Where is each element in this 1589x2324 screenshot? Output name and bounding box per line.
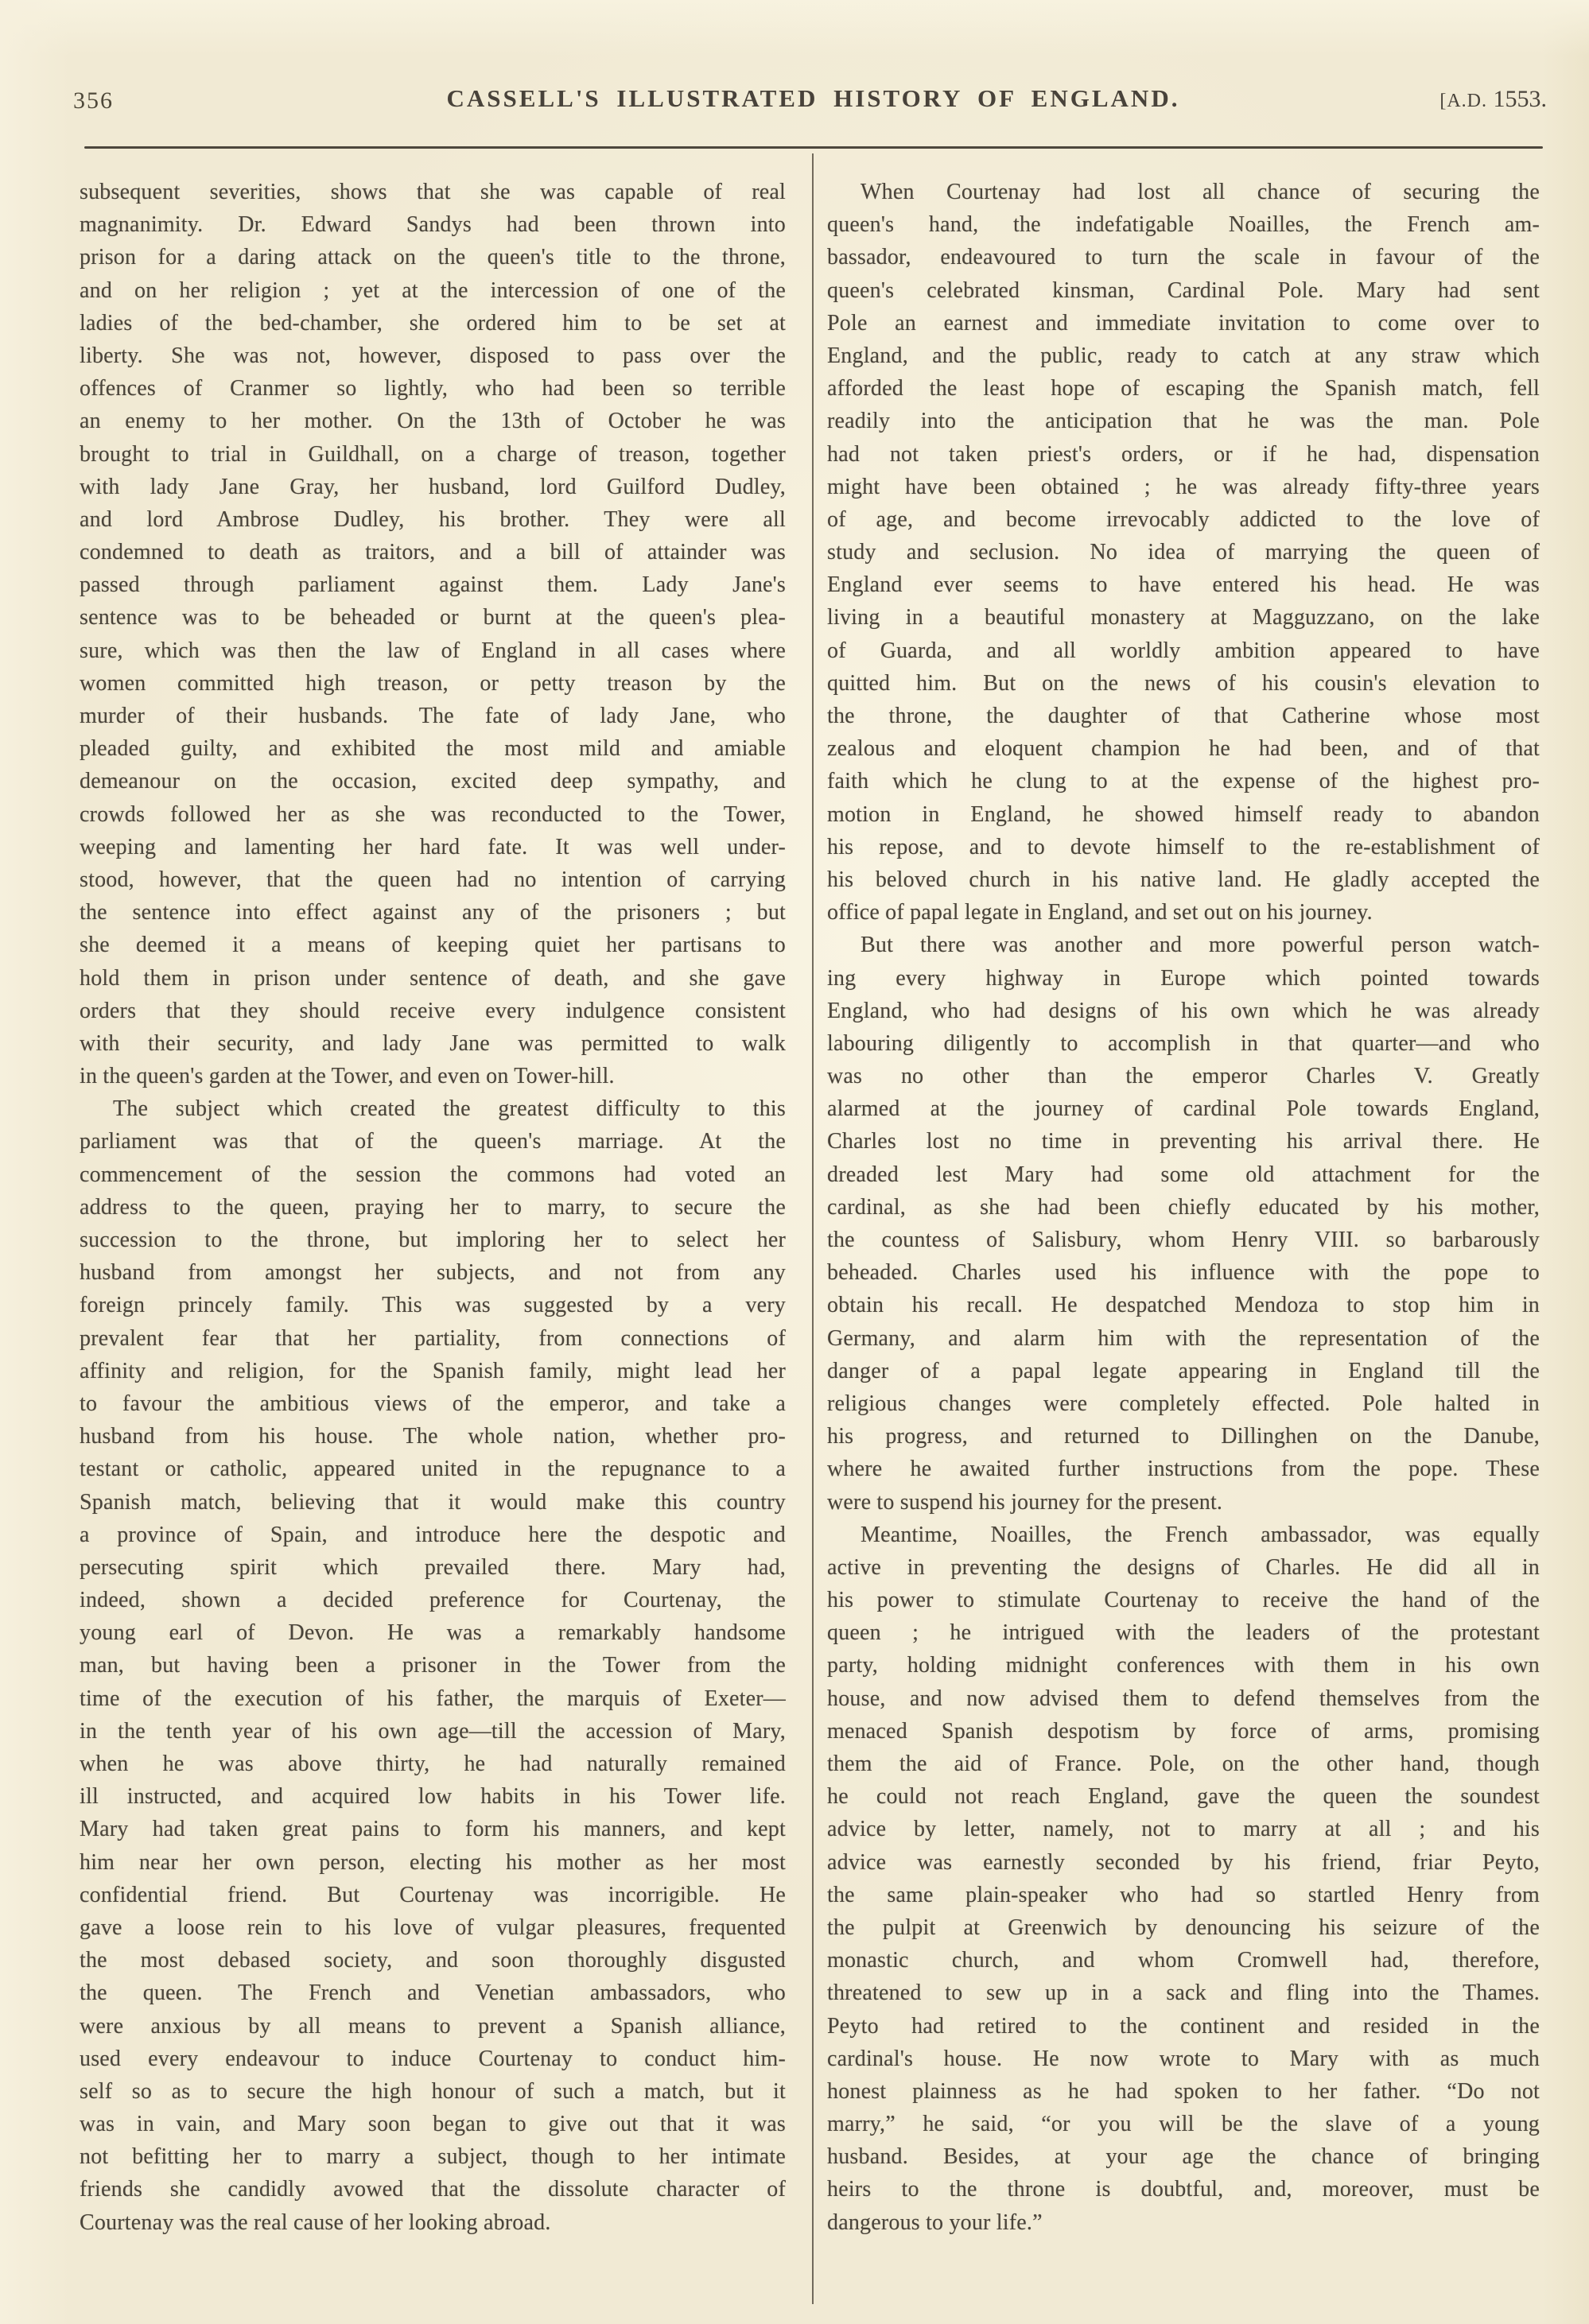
text-line: used every endeavour to induce Courtenay to conduct him- [80, 2046, 786, 2071]
text-line: sure, which was then the law of England in all cases where [80, 638, 786, 663]
header-date-prefix: [A.D. [1439, 91, 1487, 111]
text-line: ladies of the bed-chamber, she ordered him to be set at [80, 310, 786, 336]
text-line: motion in England, he showed himself ready to abandon [827, 801, 1540, 827]
text-line: Courtenay was the real cause of her looking abroad. [80, 2210, 551, 2235]
text-line: queen ; he intrigued with the leaders of the protestant [827, 1620, 1540, 1646]
text-line: the countess of Salisbury, whom Henry VIII. so barbarously [827, 1228, 1540, 1252]
text-line: subsequent severities, shows that she was capable of real [80, 180, 786, 204]
text-line: England, and the public, ready to catch at any straw which [827, 343, 1540, 368]
text-line: in the queen's garden at the Tower, and even on Tower-hill. [80, 1064, 615, 1089]
text-line: queen's celebrated kinsman, Cardinal Pole. Mary had sent [827, 277, 1540, 303]
text-line: she deemed it a means of keeping quiet her partisans to [80, 933, 786, 958]
column-divider [812, 153, 814, 2304]
text-line: magnanimity. Dr. Edward Sandys had been thrown into [80, 212, 786, 238]
text-line: not befitting her to marry a subject, though to her intimate [80, 2144, 786, 2170]
text-line: England ever seems to have entered his head. He was [827, 572, 1540, 598]
text-line: and on her religion ; yet at the intercession of one of the [80, 277, 786, 303]
header-date [1439, 86, 1547, 113]
text-line: where he awaited further instructions from the pope. These [827, 1457, 1540, 1482]
text-line: he could not reach England, gave the queen the soundest [827, 1784, 1540, 1810]
text-line: when he was above thirty, he had naturally remained [80, 1752, 786, 1776]
text-line: Meantime, Noailles, the French ambassador, was equally [861, 1522, 1540, 1547]
text-line: a province of Spain, and introduce here the despotic and [80, 1522, 786, 1547]
text-line: cardinal's house. He now wrote to Mary with as much [827, 2046, 1540, 2071]
text-line: commencement of the session the commons had voted an [80, 1162, 786, 1187]
text-line: Mary had taken great pains to form his manners, and kept [80, 1817, 786, 1842]
text-line: the pulpit at Greenwich by denouncing his seizure of the [827, 1915, 1540, 1940]
text-line: living in a beautiful monastery at Magguzzano, on the lake [827, 605, 1540, 630]
text-line: foreign princely family. This was suggested by a very [80, 1293, 786, 1318]
text-line: dangerous to your life.” [827, 2210, 1043, 2235]
text-line: liberty. She was not, however, disposed to pass over the [80, 343, 786, 368]
page-number: 356 [73, 87, 114, 114]
text-line: the most debased society, and soon thoroughly disgusted [80, 1948, 786, 1973]
text-line: The subject which created the greatest difficulty to this [113, 1096, 786, 1122]
header-date-year: 1553. [1493, 86, 1547, 112]
text-line: in the tenth year of his own age—till the accession of Mary, [80, 1718, 786, 1744]
text-line: crowds followed her as she was reconducted to the Tower, [80, 801, 786, 827]
text-line: husband. Besides, at your age the chance of bringing [827, 2144, 1540, 2170]
text-line: husband from his house. The whole nation, whether pro- [80, 1424, 786, 1449]
text-line: heirs to the throne is doubtful, and, moreover, must be [827, 2177, 1540, 2202]
text-line: him near her own person, electing his mother as her most [80, 1849, 786, 1875]
text-line: ill instructed, and acquired low habits in his Tower life. [80, 1784, 786, 1810]
text-line: cardinal, as she had been chiefly educated by his mother, [827, 1194, 1540, 1220]
text-line: the throne, the daughter of that Catherine whose most [827, 704, 1540, 728]
text-line: advice by letter, namely, not to marry at all ; and his [827, 1817, 1540, 1842]
text-line: friends she candidly avowed that the dissolute character of [80, 2177, 786, 2202]
text-line: had not taken priest's orders, or if he had, dispensation [827, 441, 1540, 467]
text-line: menaced Spanish despotism by force of arms, promising [827, 1718, 1540, 1744]
text-line: monastic church, and whom Cromwell had, therefore, [827, 1948, 1540, 1973]
text-line: passed through parliament against them. Lady Jane's [80, 572, 786, 598]
text-line: danger of a papal legate appearing in England till the [827, 1358, 1540, 1383]
text-line: was no other than the emperor Charles V. Greatly [827, 1064, 1540, 1089]
text-line: readily into the anticipation that he was the man. Pole [827, 409, 1540, 434]
text-line: prevalent fear that her partiality, from connections of [80, 1325, 786, 1351]
text-line: sentence was to be beheaded or burnt at the queen's plea- [80, 605, 786, 630]
text-line: the sentence into effect against any of the prisoners ; but [80, 900, 786, 925]
text-line: labouring diligently to accomplish in that quarter—and who [827, 1030, 1540, 1056]
text-line: zealous and eloquent champion he had been, and of that [827, 736, 1540, 762]
text-line: party, holding midnight conferences with them in his own [827, 1653, 1540, 1678]
text-line: the same plain-speaker who had so startled Henry from [827, 1882, 1540, 1907]
text-line: husband from amongst her subjects, and not from any [80, 1260, 786, 1286]
text-line: testant or catholic, appeared united in the repugnance to a [80, 1457, 786, 1482]
text-line: confidential friend. But Courtenay was incorrigible. He [80, 1882, 786, 1907]
text-line: When Courtenay had lost all chance of securing the [861, 180, 1540, 204]
text-line: hold them in prison under sentence of death, and she gave [80, 965, 786, 991]
text-line: gave a loose rein to his love of vulgar pleasures, frequented [80, 1915, 786, 1940]
text-line: the queen. The French and Venetian ambassadors, who [80, 1981, 786, 2006]
text-line: women committed high treason, or petty treason by the [80, 670, 786, 696]
text-line: was in vain, and Mary soon began to give out that it was [80, 2112, 786, 2137]
text-line: brought to trial in Guildhall, on a charge of treason, together [80, 441, 786, 467]
text-line: were to suspend his journey for the present. [827, 1489, 1223, 1515]
text-line: England, who had designs of his own which he was already [827, 998, 1540, 1023]
text-line: condemned to death as traitors, and a bill of attainder was [80, 540, 786, 565]
text-line: affinity and religion, for the Spanish family, might lead her [80, 1358, 786, 1383]
text-line: active in preventing the designs of Charles. He did all in [827, 1554, 1540, 1580]
text-line: indeed, shown a decided preference for Courtenay, the [80, 1588, 786, 1613]
text-line: Spanish match, believing that it would make this country [80, 1489, 786, 1515]
text-line: were anxious by all means to prevent a Spanish alliance, [80, 2013, 786, 2039]
text-line: with their security, and lady Jane was permitted to walk [80, 1030, 786, 1056]
text-line: parliament was that of the queen's marriage. At the [80, 1129, 786, 1154]
text-line: But there was another and more powerful person watch- [861, 933, 1540, 958]
text-line: offences of Cranmer so lightly, who had been so terrible [80, 376, 786, 402]
text-line: ing every highway in Europe which pointed towards [827, 965, 1540, 991]
text-line: might have been obtained ; he was already fifty-three years [827, 474, 1540, 499]
header-rule [84, 146, 1543, 149]
text-line: faith which he clung to at the expense of the highest pro- [827, 769, 1540, 794]
text-line: advice was earnestly seconded by his friend, friar Peyto, [827, 1849, 1540, 1875]
text-line: threatened to sew up in a sack and fling into the Thames. [827, 1981, 1540, 2006]
text-line: murder of their husbands. The fate of lady Jane, who [80, 704, 786, 728]
text-line: weeping and lamenting her hard fate. It was well under- [80, 834, 786, 859]
text-line: orders that they should receive every indulgence consistent [80, 998, 786, 1023]
text-line: time of the execution of his father, the marquis of Exeter— [80, 1686, 786, 1711]
text-line: beheaded. Charles used his influence with the pope to [827, 1260, 1540, 1286]
text-line: afforded the least hope of escaping the Spanish match, fell [827, 376, 1540, 402]
text-line: quitted him. But on the news of his cousin's elevation to [827, 670, 1540, 696]
text-line: his progress, and returned to Dillinghen on the Danube, [827, 1424, 1540, 1449]
text-line: Germany, and alarm him with the representation of the [827, 1325, 1540, 1351]
text-line: queen's hand, the indefatigable Noailles, the French am- [827, 212, 1540, 238]
text-line: office of papal legate in England, and set out on his journey. [827, 900, 1373, 925]
text-line: persecuting spirit which prevailed there. Mary had, [80, 1554, 786, 1580]
text-line: Pole an earnest and immediate invitation to come over to [827, 310, 1540, 336]
text-line: marry,” he said, “or you will be the slave of a young [827, 2112, 1540, 2137]
text-line: honest plainness as he had spoken to her father. “Do not [827, 2078, 1540, 2104]
text-line: an enemy to her mother. On the 13th of October he was [80, 409, 786, 434]
text-line: demeanour on the occasion, excited deep sympathy, and [80, 769, 786, 794]
text-line: religious changes were completely effected. Pole halted in [827, 1391, 1540, 1416]
text-line: young earl of Devon. He was a remarkably handsome [80, 1620, 786, 1646]
text-line: Peyto had retired to the continent and resided in the [827, 2013, 1540, 2039]
text-line: of age, and become irrevocably addicted to the love of [827, 506, 1540, 532]
text-line: bassador, endeavoured to turn the scale in favour of the [827, 245, 1540, 270]
text-line: his repose, and to devote himself to the re-establishment of [827, 834, 1540, 859]
text-line: of Guarda, and all worldly ambition appeared to have [827, 638, 1540, 663]
text-line: obtain his recall. He despatched Mendoza to stop him in [827, 1293, 1540, 1318]
text-line: his power to stimulate Courtenay to receive the hand of the [827, 1588, 1540, 1613]
text-line: house, and now advised them to defend themselves from the [827, 1686, 1540, 1711]
text-line: dreaded lest Mary had some old attachment for the [827, 1162, 1540, 1187]
column-left [80, 176, 786, 2239]
text-line: to favour the ambitious views of the emperor, and take a [80, 1391, 786, 1416]
text-line: with lady Jane Gray, her husband, lord Guilford Dudley, [80, 474, 786, 499]
text-line: man, but having been a prisoner in the Tower from the [80, 1653, 786, 1678]
text-line: prison for a daring attack on the queen's title to the throne, [80, 245, 786, 270]
column-right [827, 176, 1540, 2239]
text-line: address to the queen, praying her to marry, to secure the [80, 1194, 786, 1220]
text-line: and lord Ambrose Dudley, his brother. They were all [80, 506, 786, 532]
text-line: alarmed at the journey of cardinal Pole towards England, [827, 1096, 1540, 1122]
running-title: CASSELL'S ILLUSTRATED HISTORY OF ENGLAND. [446, 84, 1180, 112]
text-line: study and seclusion. No idea of marrying the queen of [827, 540, 1540, 565]
text-line: self so as to secure the high honour of such a match, but it [80, 2078, 786, 2104]
text-line: Charles lost no time in preventing his arrival there. He [827, 1129, 1540, 1154]
text-line: them the aid of France. Pole, on the other hand, though [827, 1752, 1540, 1776]
text-line: pleaded guilty, and exhibited the most mild and amiable [80, 736, 786, 762]
text-line: his beloved church in his native land. He gladly accepted the [827, 867, 1540, 892]
text-line: stood, however, that the queen had no intention of carrying [80, 867, 786, 892]
text-line: succession to the throne, but imploring her to select her [80, 1228, 786, 1252]
